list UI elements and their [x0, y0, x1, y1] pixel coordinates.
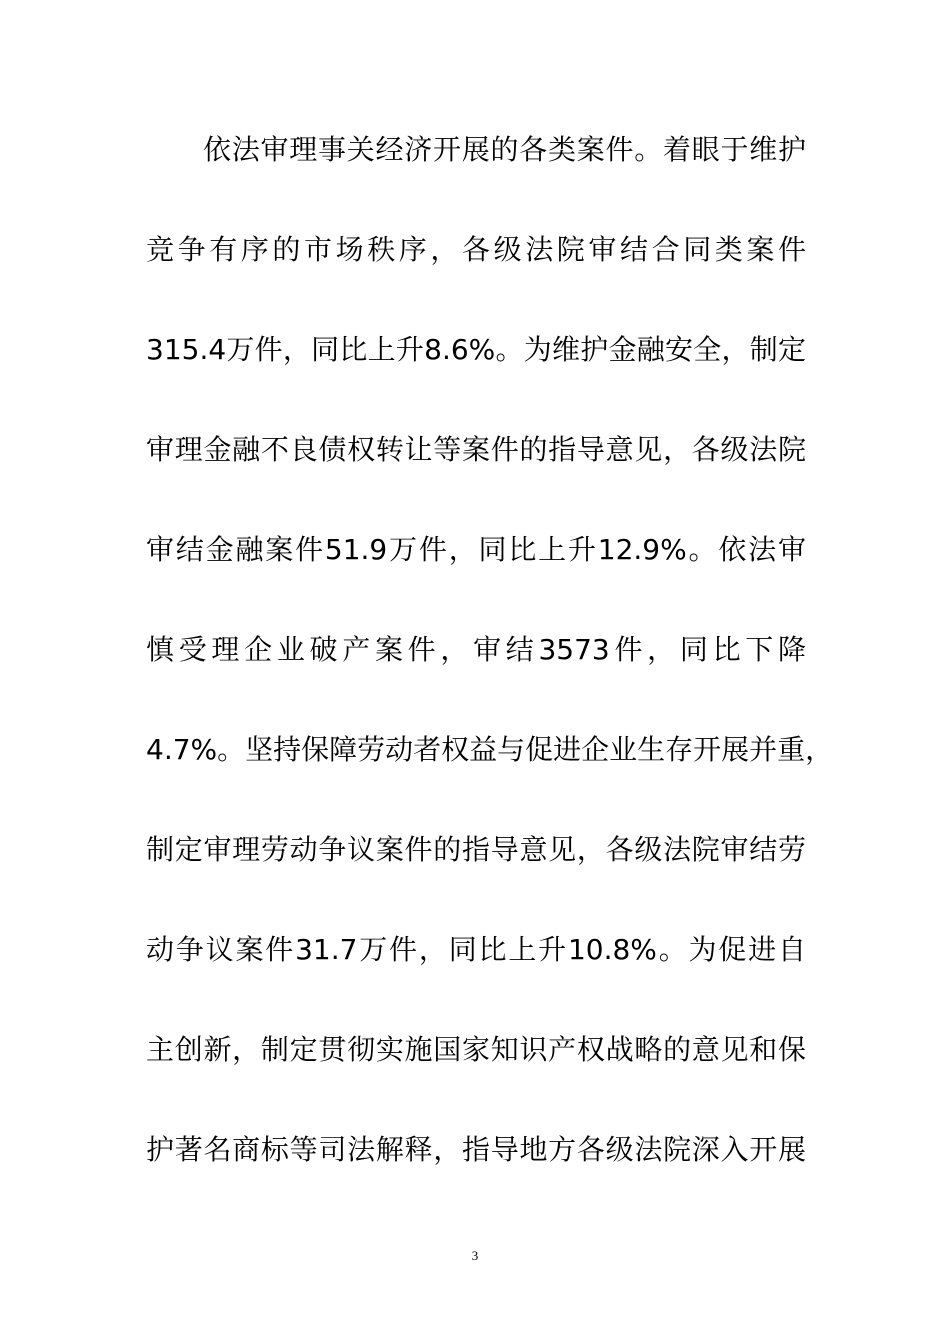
paragraph-line: 审理金融不良债权转让等案件的指导意见，各级法院 — [146, 433, 806, 466]
paragraph-line: 审结金融案件51.9万件，同比上升12.9%。依法审 — [146, 533, 806, 566]
paragraph-line: 慎受理企业破产案件，审结3573件，同比下降 — [146, 633, 806, 666]
paragraph-line: 竞争有序的市场秩序，各级法院审结合同类案件 — [146, 233, 806, 266]
paragraph-line: 依法审理事关经济开展的各类案件。着眼于维护 — [203, 133, 806, 166]
page-number: 3 — [471, 1248, 479, 1263]
paragraph-line: 制定审理劳动争议案件的指导意见，各级法院审结劳 — [146, 833, 806, 866]
paragraph-line: 4.7%。坚持保障劳动者权益与促进企业生存开展并重， — [146, 733, 834, 766]
paragraph-line: 315.4万件，同比上升8.6%。为维护金融安全，制定 — [146, 333, 806, 366]
paragraph-line: 护著名商标等司法解释，指导地方各级法院深入开展 — [146, 1133, 806, 1166]
paragraph-line: 动争议案件31.7万件，同比上升10.8%。为促进自 — [146, 933, 806, 966]
paragraph-line: 主创新，制定贯彻实施国家知识产权战略的意见和保 — [146, 1033, 806, 1066]
